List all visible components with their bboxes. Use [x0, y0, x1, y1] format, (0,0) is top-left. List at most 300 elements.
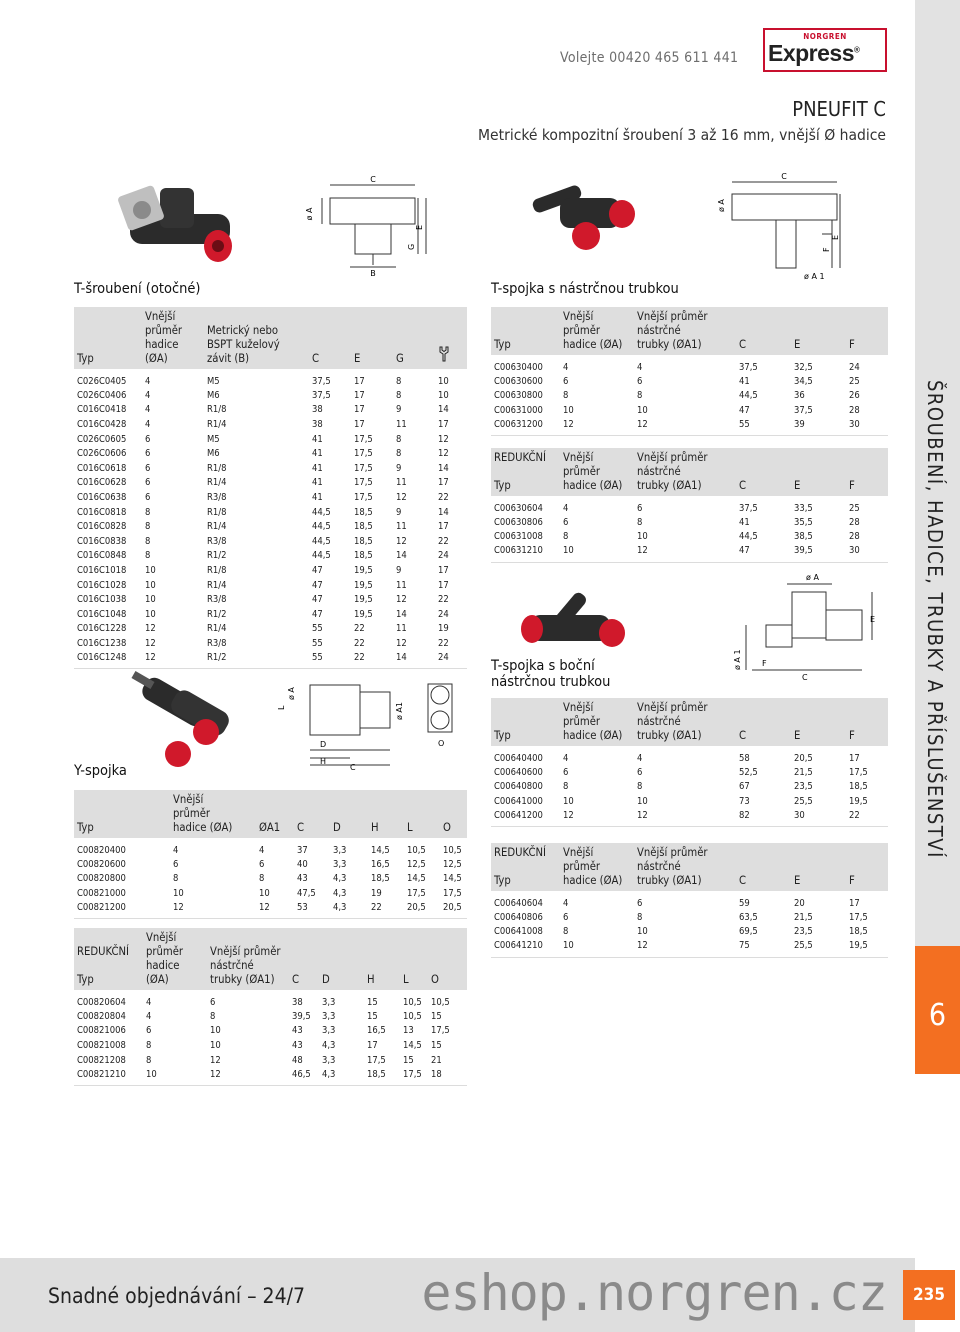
table-cell: 10 — [145, 579, 156, 591]
table-cell: C016C0828 — [77, 521, 127, 533]
column-header: C — [309, 307, 351, 369]
table-cell: 12 — [563, 419, 574, 431]
footer-slogan: Snadné objednávání – 24/7 — [48, 1284, 305, 1308]
table-cell: 44,5 — [739, 390, 758, 402]
table-row — [74, 622, 467, 637]
table-cell: 12 — [145, 651, 156, 663]
table-cell: C016C1038 — [77, 594, 127, 606]
table-cell: 17,5 — [849, 766, 868, 778]
table-cell: 55 — [312, 623, 323, 635]
table-cell: 67 — [739, 781, 750, 793]
table-cell: 4 — [563, 502, 569, 514]
column-header: Vnější průměr nástrčné trubky (ØA1) — [207, 928, 289, 990]
table-cell: 14,5 — [371, 844, 390, 856]
table-cell: 6 — [146, 1025, 152, 1037]
page-subtitle: Metrické kompozitní šroubení 3 až 16 mm, vnější Ø hadice — [478, 126, 886, 144]
table-row — [491, 355, 888, 374]
table-cell: R1/4 — [207, 623, 227, 635]
table-cell: 16,5 — [367, 1025, 386, 1037]
table-cell: 41 — [312, 491, 323, 503]
table-cell: 8 — [396, 448, 402, 460]
column-header: ØA1 — [256, 790, 294, 838]
column-header: E — [791, 843, 846, 891]
table-cell: 4 — [563, 752, 569, 764]
table-cell: 12 — [145, 637, 156, 649]
table-cell: 12 — [438, 433, 449, 445]
svg-text:B: B — [370, 269, 376, 278]
table-row — [74, 1067, 467, 1085]
table-cell: 6 — [637, 766, 643, 778]
column-header: C — [736, 843, 791, 891]
table-cell: 53 — [297, 902, 308, 914]
table-cell: C016C0818 — [77, 506, 127, 518]
table-row — [74, 403, 467, 418]
table-cell: 15 — [367, 996, 378, 1008]
column-header: E — [791, 307, 846, 355]
t-side-tube-fitting-image — [520, 585, 630, 675]
column-header: REDUKČNÍ Typ — [491, 843, 560, 891]
table-cell: 41 — [312, 433, 323, 445]
table-cell: R1/8 — [207, 564, 227, 576]
table-cell: C016C1248 — [77, 651, 127, 663]
table-row — [74, 857, 467, 872]
table-cell: C016C0428 — [77, 418, 127, 430]
table-cell: 37,5 — [312, 375, 331, 387]
table-cell: 32,5 — [794, 361, 813, 373]
table-cell: 12 — [259, 902, 270, 914]
table-cell: 17 — [438, 477, 449, 489]
table-cell: 18 — [431, 1068, 442, 1080]
table-cell: 6 — [259, 858, 265, 870]
table-row — [491, 939, 888, 957]
table-cell: 8 — [145, 535, 151, 547]
table-cell: 12 — [637, 419, 648, 431]
table-cell: 22 — [438, 535, 449, 547]
svg-text:ø A1: ø A1 — [395, 702, 404, 720]
table-cell: R1/2 — [207, 608, 227, 620]
table-cell: C00640806 — [494, 911, 543, 923]
table-cell: 12 — [396, 491, 407, 503]
table-row — [74, 461, 467, 476]
table-cell: 30 — [849, 545, 860, 557]
table-t-otocne — [74, 307, 467, 669]
table-cell: 11 — [396, 418, 407, 430]
column-header: C — [736, 307, 791, 355]
column-header: F — [846, 843, 888, 891]
table-row — [74, 369, 467, 388]
svg-text:ø A 1: ø A 1 — [804, 272, 825, 281]
table-cell: 17 — [354, 375, 365, 387]
section-title-y-spojka: Y-spojka — [74, 763, 127, 779]
table-cell: 10 — [259, 887, 270, 899]
table-cell: 17 — [354, 389, 365, 401]
table-cell: 10 — [438, 375, 449, 387]
table-cell: R1/4 — [207, 477, 227, 489]
table-cell: C00631200 — [494, 419, 543, 431]
table-cell: 55 — [312, 637, 323, 649]
table-cell: 33,5 — [794, 502, 813, 514]
table-cell: 4 — [563, 897, 569, 909]
table-cell: C016C1018 — [77, 564, 127, 576]
table-cell: 20,5 — [407, 902, 426, 914]
table-t-bocni — [491, 698, 888, 827]
column-header: E — [791, 698, 846, 746]
table-cell: 15 — [367, 1010, 378, 1022]
table-cell: C016C0628 — [77, 477, 127, 489]
table-cell: 55 — [739, 419, 750, 431]
table-cell: C00641000 — [494, 795, 543, 807]
table-cell: 20,5 — [443, 902, 462, 914]
table-cell: 22 — [438, 491, 449, 503]
section-title-t-trubka: T-spojka s nástrčnou trubkou — [491, 281, 679, 297]
table-cell: 75 — [739, 940, 750, 952]
table-cell: 69,5 — [739, 926, 758, 938]
table-cell: 12 — [210, 1068, 221, 1080]
table-cell: 44,5 — [312, 506, 331, 518]
table-cell: 17,5 — [407, 887, 426, 899]
table-cell: 22 — [354, 637, 365, 649]
table-cell: M6 — [207, 389, 220, 401]
table-cell: C00820600 — [77, 858, 126, 870]
table-cell: 6 — [563, 375, 569, 387]
svg-text:C: C — [350, 763, 356, 772]
table-cell: 82 — [739, 810, 750, 822]
table-cell: 11 — [396, 521, 407, 533]
table-cell: 41 — [312, 477, 323, 489]
table-t-bocni-redukcni — [491, 843, 888, 958]
table-row — [74, 886, 467, 901]
table-cell: 4,3 — [333, 887, 347, 899]
table-row — [491, 496, 888, 515]
phone-number: Volejte 00420 465 611 441 — [560, 50, 739, 66]
table-row — [74, 534, 467, 549]
table-cell: 14 — [396, 550, 407, 562]
table-cell: 24 — [438, 550, 449, 562]
column-header: Vnější průměr hadice (ØA) — [560, 448, 634, 496]
table-cell: 16,5 — [371, 858, 390, 870]
table-cell: 4 — [145, 404, 151, 416]
column-header: Typ — [491, 698, 560, 746]
column-header: Typ — [491, 307, 560, 355]
column-header: E — [791, 448, 846, 496]
table-cell: 17,5 — [354, 491, 373, 503]
column-header: D — [319, 928, 364, 990]
y-fitting-image — [130, 670, 240, 770]
table-cell: C00631210 — [494, 545, 543, 557]
table-cell: 22 — [438, 594, 449, 606]
table-cell: 8 — [637, 390, 643, 402]
table-cell: 17 — [354, 418, 365, 430]
table-cell: 17,5 — [431, 1025, 450, 1037]
column-header: Vnější průměr hadice (ØA) — [560, 698, 634, 746]
table-cell: 14,5 — [407, 873, 426, 885]
table-cell: 22 — [354, 651, 365, 663]
table-cell: 13 — [403, 1025, 414, 1037]
table-cell: 6 — [145, 448, 151, 460]
table-cell: 41 — [739, 516, 750, 528]
table-t-trubka-redukcni — [491, 448, 888, 563]
table-cell: 17 — [438, 418, 449, 430]
table-cell: 12 — [173, 902, 184, 914]
table-cell: C00631008 — [494, 531, 543, 543]
column-header: F — [846, 307, 888, 355]
table-cell: C00820604 — [77, 996, 126, 1008]
table-cell: 10 — [637, 926, 648, 938]
table-cell: 10 — [210, 1025, 221, 1037]
table-cell: 52,5 — [739, 766, 758, 778]
table-cell: R3/8 — [207, 491, 227, 503]
table-cell: 47 — [739, 404, 750, 416]
t-fitting-image — [120, 180, 240, 280]
table-cell: 14 — [438, 404, 449, 416]
table-cell: C00641008 — [494, 926, 543, 938]
table-cell: 37 — [297, 844, 308, 856]
logo-brand: NORGREN — [803, 32, 847, 41]
column-header: Vnější průměr hadice (ØA) — [560, 843, 634, 891]
table-cell: 6 — [145, 491, 151, 503]
table-cell: 47 — [739, 545, 750, 557]
table-cell: 3,3 — [322, 1010, 336, 1022]
table-cell: 10 — [637, 531, 648, 543]
column-header: O — [440, 790, 467, 838]
table-row — [74, 446, 467, 461]
table-cell: C016C1238 — [77, 637, 127, 649]
table-row — [491, 780, 888, 795]
table-cell: 63,5 — [739, 911, 758, 923]
table-row — [74, 651, 467, 669]
table-y-spojka — [74, 790, 467, 919]
column-header: C — [736, 698, 791, 746]
table-cell: 18,5 — [354, 506, 373, 518]
section-title-t-otocne: T-šroubení (otočné) — [74, 281, 201, 297]
table-cell: 17,5 — [354, 462, 373, 474]
column-header: G — [393, 307, 435, 369]
table-cell: 17,5 — [849, 911, 868, 923]
table-cell: C016C0838 — [77, 535, 127, 547]
svg-text:E: E — [831, 234, 840, 240]
table-cell: 17 — [354, 404, 365, 416]
table-cell: 6 — [563, 911, 569, 923]
table-cell: 14 — [438, 506, 449, 518]
table-cell: 10 — [173, 887, 184, 899]
table-cell: 4 — [173, 844, 179, 856]
table-row — [74, 1024, 467, 1039]
table-cell: 15 — [403, 1054, 414, 1066]
table-cell: 25,5 — [794, 940, 813, 952]
table-row — [74, 607, 467, 622]
table-cell: 12,5 — [443, 858, 462, 870]
table-cell: 11 — [396, 623, 407, 635]
table-cell: C00820800 — [77, 873, 126, 885]
table-cell: R1/2 — [207, 651, 227, 663]
table-cell: 21,5 — [794, 911, 813, 923]
table-cell: C00630806 — [494, 516, 543, 528]
table-cell: 34,5 — [794, 375, 813, 387]
table-cell: 10 — [637, 795, 648, 807]
footer-eshop-link[interactable]: eshop.norgren.cz — [421, 1264, 887, 1322]
table-cell: 9 — [396, 404, 402, 416]
table-row — [491, 515, 888, 530]
table-cell: 25,5 — [794, 795, 813, 807]
table-cell: C026C0606 — [77, 448, 127, 460]
table-cell: 37,5 — [739, 502, 758, 514]
table-cell: 17,5 — [354, 433, 373, 445]
column-header: O — [428, 928, 467, 990]
table-cell: 17,5 — [367, 1054, 386, 1066]
table-row — [74, 417, 467, 432]
table-row — [74, 563, 467, 578]
table-cell: C016C0618 — [77, 462, 127, 474]
table-cell: C00630604 — [494, 502, 543, 514]
table-cell: 6 — [173, 858, 179, 870]
table-cell: 10 — [563, 404, 574, 416]
table-cell: 11 — [396, 579, 407, 591]
table-cell: 37,5 — [312, 389, 331, 401]
table-cell: 22 — [371, 902, 382, 914]
column-header: Vnější průměr nástrčné trubky (ØA1) — [634, 307, 736, 355]
table-cell: 6 — [563, 516, 569, 528]
table-cell: C016C0418 — [77, 404, 127, 416]
table-cell: 19 — [371, 887, 382, 899]
table-cell: 73 — [739, 795, 750, 807]
table-row — [74, 1038, 467, 1053]
column-header: Vnější průměr hadice (ØA) — [142, 307, 204, 369]
svg-text:C: C — [802, 673, 808, 682]
table-cell: 44,5 — [312, 550, 331, 562]
table-cell: R1/4 — [207, 521, 227, 533]
svg-text:ø A: ø A — [717, 199, 726, 212]
table-cell: 12 — [563, 810, 574, 822]
table-cell: 8 — [146, 1054, 152, 1066]
table-cell: 8 — [396, 375, 402, 387]
table-cell: 38 — [292, 996, 303, 1008]
table-cell: 41 — [312, 462, 323, 474]
t-tube-fitting-drawing — [712, 170, 862, 280]
svg-text:L: L — [277, 705, 286, 710]
column-header: Vnější průměr hadice (ØA) — [560, 307, 634, 355]
table-cell: C00640800 — [494, 781, 543, 793]
table-cell: C00640604 — [494, 897, 543, 909]
table-cell: R1/8 — [207, 506, 227, 518]
table-row — [74, 476, 467, 491]
table-cell: 17,5 — [354, 477, 373, 489]
svg-text:F: F — [762, 659, 767, 668]
table-cell: 8 — [145, 521, 151, 533]
column-header: C — [736, 448, 791, 496]
table-cell: 47 — [312, 608, 323, 620]
table-cell: 41 — [739, 375, 750, 387]
table-cell: 10,5 — [407, 844, 426, 856]
table-row — [74, 872, 467, 887]
table-cell: 8 — [210, 1010, 216, 1022]
table-row — [74, 490, 467, 505]
svg-text:E: E — [870, 615, 876, 624]
column-header: C — [294, 790, 330, 838]
column-header: C — [289, 928, 319, 990]
table-cell: 47,5 — [297, 887, 316, 899]
table-cell: R1/8 — [207, 462, 227, 474]
table-cell: 17 — [849, 752, 860, 764]
svg-text:C: C — [370, 175, 376, 184]
table-cell: 12 — [210, 1054, 221, 1066]
table-cell: 18,5 — [371, 873, 390, 885]
table-cell: 17,5 — [443, 887, 462, 899]
table-cell: 55 — [312, 651, 323, 663]
table-row — [491, 910, 888, 925]
table-cell: 38 — [312, 404, 323, 416]
table-cell: R1/4 — [207, 418, 227, 430]
table-cell: M6 — [207, 448, 220, 460]
table-cell: 37,5 — [794, 404, 813, 416]
table-cell: M5 — [207, 375, 220, 387]
table-cell: 10,5 — [443, 844, 462, 856]
svg-text:H: H — [320, 757, 327, 766]
table-cell: 8 — [145, 550, 151, 562]
table-cell: 20,5 — [794, 752, 813, 764]
t-fitting-drawing — [300, 170, 435, 280]
svg-text:ø A: ø A — [806, 573, 819, 582]
table-cell: 18,5 — [354, 535, 373, 547]
table-cell: 36 — [794, 390, 805, 402]
logo-text: Express® — [768, 40, 860, 66]
table-cell: 18,5 — [849, 926, 868, 938]
table-cell: C00641200 — [494, 810, 543, 822]
table-cell: 18,5 — [849, 781, 868, 793]
table-cell: 15 — [431, 1039, 442, 1051]
svg-text:ø A: ø A — [287, 687, 296, 700]
t-tube-fitting-image — [530, 178, 640, 270]
table-cell: 4 — [637, 752, 643, 764]
table-cell: 6 — [145, 433, 151, 445]
svg-text:F: F — [822, 247, 831, 252]
table-cell: C00640600 — [494, 766, 543, 778]
table-cell: C00821006 — [77, 1025, 126, 1037]
table-cell: 17,5 — [354, 448, 373, 460]
table-cell: 4 — [146, 996, 152, 1008]
table-cell: C00821208 — [77, 1054, 126, 1066]
table-cell: 19,5 — [354, 564, 373, 576]
table-cell: 12 — [637, 940, 648, 952]
column-header: H — [364, 928, 400, 990]
table-cell: 4,3 — [333, 873, 347, 885]
svg-text:ø A 1: ø A 1 — [733, 649, 742, 670]
table-row — [74, 592, 467, 607]
table-cell: 38 — [312, 418, 323, 430]
table-cell: 14,5 — [403, 1039, 422, 1051]
column-header: F — [846, 448, 888, 496]
table-cell: C00821008 — [77, 1039, 126, 1051]
table-row — [74, 549, 467, 564]
t-side-tube-fitting-drawing — [732, 570, 892, 690]
table-cell: M5 — [207, 433, 220, 445]
table-cell: 14,5 — [443, 873, 462, 885]
table-cell: 10 — [145, 608, 156, 620]
table-cell: 14 — [396, 651, 407, 663]
table-cell: 4 — [145, 375, 151, 387]
table-cell: 3,3 — [333, 844, 347, 856]
table-cell: 37,5 — [739, 361, 758, 373]
svg-text:ø A: ø A — [305, 207, 314, 221]
table-cell: 14 — [438, 462, 449, 474]
svg-text:O: O — [438, 739, 445, 748]
table-cell: 24 — [438, 608, 449, 620]
column-header: Vnější průměr hadice (ØA) — [143, 928, 207, 990]
table-cell: C016C1048 — [77, 608, 127, 620]
table-cell: 8 — [637, 781, 643, 793]
table-cell: 46,5 — [292, 1068, 311, 1080]
table-cell: 38,5 — [794, 531, 813, 543]
table-cell: 48 — [292, 1054, 303, 1066]
